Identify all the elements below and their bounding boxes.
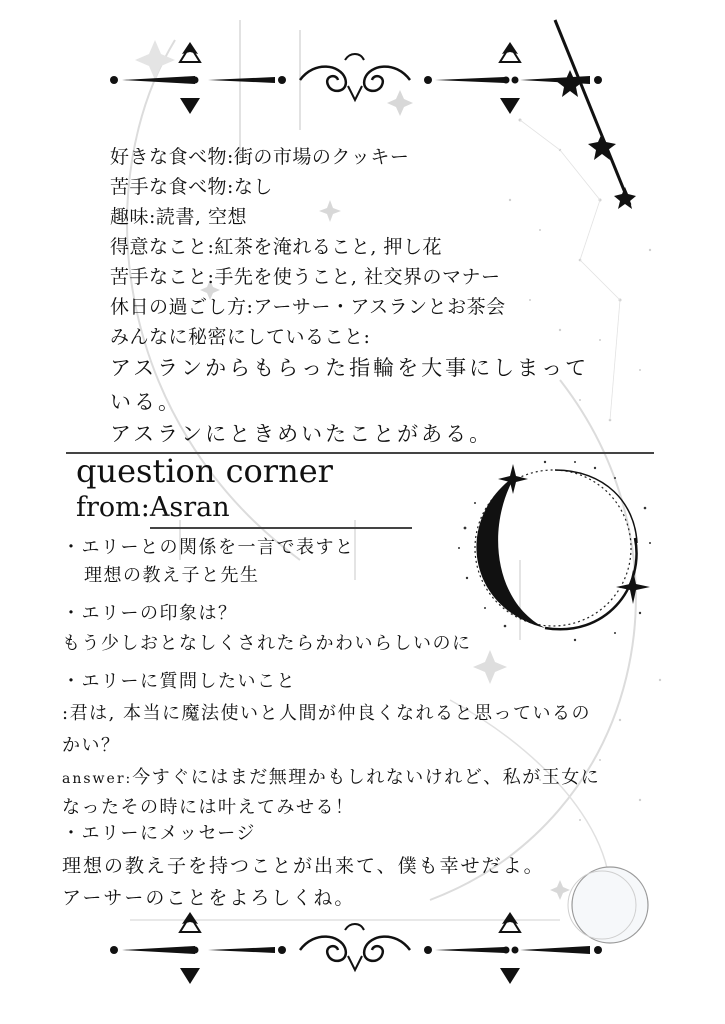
answer-2: もう少しおとなしくされたらかわいらしいのに xyxy=(62,633,472,654)
secret-line-3: アスランにときめいたことがある。 xyxy=(110,422,494,446)
secret-line-2: いる。 xyxy=(110,390,182,414)
question-corner-title: question corner xyxy=(76,452,333,490)
question-1: ・エリーとの関係を一言で表すと xyxy=(62,537,355,558)
question-3: ・エリーに質問したいこと xyxy=(62,671,296,692)
answer-reply-line-2: なったその時には叶えてみせる！ xyxy=(62,797,355,818)
question-2: ・エリーの印象は？ xyxy=(62,603,238,624)
secret-line-1: アスランからもらった指輪を大事にしまって xyxy=(110,356,590,380)
profile-line-weakness: 苦手なこと:手先を使うこと, 社交界のマナー xyxy=(110,266,501,288)
question-corner-from: from:Asran xyxy=(76,492,230,523)
from-underline xyxy=(150,527,412,529)
message-line-2: アーサーのことをよろしくね。 xyxy=(62,887,356,909)
hanging-stars-decoration xyxy=(540,15,650,215)
answer-label: answer: xyxy=(62,771,133,787)
answer-reply-line-1 xyxy=(62,763,600,789)
top-ornament-border xyxy=(100,40,610,120)
answer-reply-text: 今すぐにはまだ無理かもしれないけれど、私が王女に xyxy=(132,767,601,788)
question-4: ・エリーにメッセージ xyxy=(62,823,256,844)
profile-line-holiday: 休日の過ごし方:アーサー・アスランとお茶会 xyxy=(110,296,506,318)
profile-line-disliked-food: 苦手な食べ物:なし xyxy=(110,176,273,198)
profile-line-secret-label: みんなに秘密にしていること: xyxy=(110,326,371,348)
profile-line-hobby: 趣味:読書, 空想 xyxy=(110,206,247,228)
profile-line-strength: 得意なこと:紅茶を淹れること, 押し花 xyxy=(110,236,442,258)
answer-1: 理想の教え子と先生 xyxy=(84,565,260,586)
answer-3-line-1: :君は, 本当に魔法使いと人間が仲良くなれると思っているの xyxy=(62,703,592,724)
message-line-1: 理想の教え子を持つことが出来て、僕も幸せだよ。 xyxy=(62,855,545,877)
profile-line-favorite-food: 好きな食べ物:街の市場のクッキー xyxy=(110,146,410,168)
crescent-moon-ring xyxy=(445,448,660,648)
answer-3-line-2: かい？ xyxy=(62,735,121,756)
bottom-ornament-border xyxy=(100,910,610,990)
